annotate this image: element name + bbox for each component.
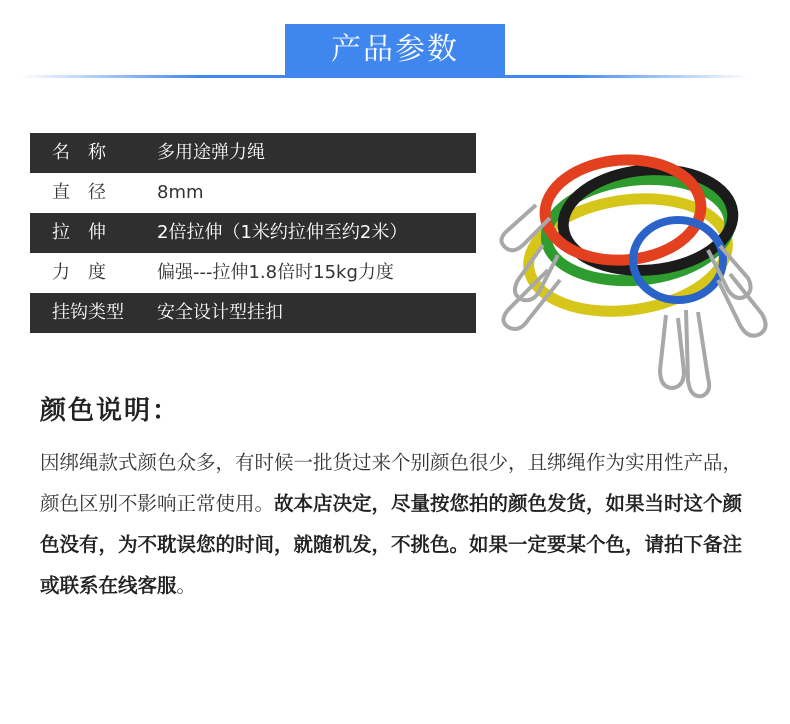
spec-row-stretch [30,213,476,253]
color-note-body [40,442,750,606]
spec-table [30,133,476,333]
spec-row-diameter [30,173,476,213]
section-header [0,0,790,90]
color-note-text: 因绑绳款式颜色众多，有时候一批货过来个别颜色很少，且绑绳作为实用性产品，颜色区别不影响正常使用。 [40,451,743,515]
spec-key: 名 称 [52,142,106,163]
spec-key: 力 度 [52,262,106,283]
spec-value: 偏强---拉伸1.8倍时15kg力度 [157,262,394,283]
spec-key: 拉 伸 [52,222,106,243]
spec-value: 8mm [157,182,204,203]
spec-value: 安全设计型挂扣 [157,302,283,323]
color-note-bold-text: 故本店决定，尽量按您拍的颜色发货，如果当时这个颜色没有，为不耽误您的时间，就随机发，不挑色。如果一定要某个色，请拍下备注或联系在线客服 [40,492,743,597]
spec-key: 直 径 [52,182,106,203]
spec-row-name [30,133,476,173]
spec-value: 2倍拉伸（1米约拉伸至约2米） [157,222,408,243]
color-note-title: 颜色说明： [40,396,181,426]
hook-bottom-1 [660,315,684,388]
color-note-end: 。 [176,574,197,597]
hook-bottom-2 [686,310,709,396]
page-title: 产品参数 [285,24,505,76]
spec-value: 多用途弹力绳 [157,142,265,163]
title-divider [20,75,750,78]
spec-key: 挂钩类型 [52,302,124,323]
spec-row-hook [30,293,476,333]
spec-row-strength [30,253,476,293]
product-image [478,150,783,410]
